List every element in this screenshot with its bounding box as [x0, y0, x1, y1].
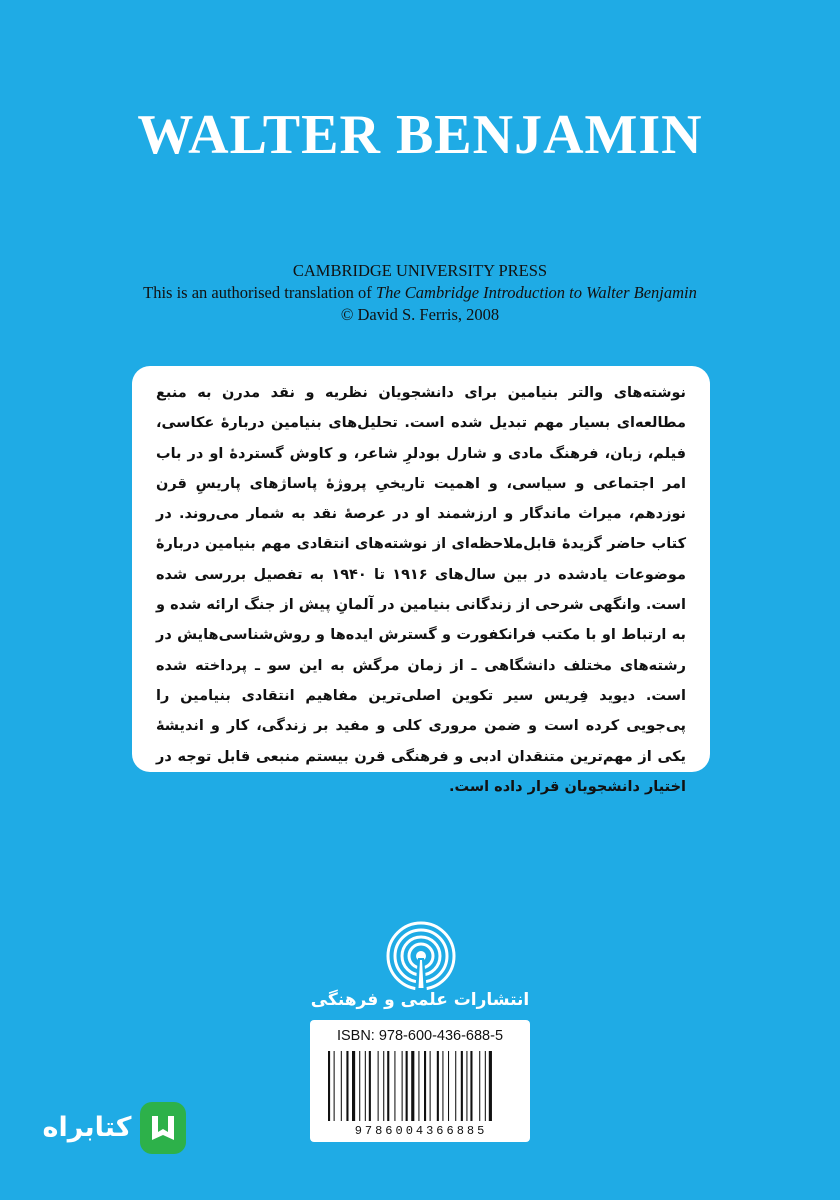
ketabrah-watermark [38, 1098, 188, 1158]
isbn-text: ISBN: 978-600-436-688-5 [336, 1028, 504, 1044]
ketabrah-text: کتابراه [42, 1112, 132, 1143]
book-title: WALTER BENJAMIN [137, 104, 703, 166]
blurb-box [132, 366, 710, 795]
publisher-logo-icon [385, 920, 457, 992]
translation-note [0, 282, 840, 304]
copyright-line: © David S. Ferris, 2008 [340, 305, 500, 324]
publisher-line: CAMBRIDGE UNIVERSITY PRESS [292, 261, 548, 280]
publisher-name: انتشارات علمی و فرهنگی [310, 990, 530, 1010]
original-title: The Cambridge Introduction to Walter Benjamin [375, 283, 697, 302]
barcode-digits: 9786004366885 [354, 1124, 488, 1138]
barcode-box [310, 1020, 530, 1142]
blurb-text: نوشته‌های والتر بنیامین برای دانشجویان نظریه و نقد مدرن به منبع مطالعه‌ای بسیار مهم تبدیل شده است. تحلیل‌های بنیامین دربارهٔ عکاسی، فیلم، زبان، فرهنگ مادی و شارل بودلرِ شاعر، و کاوش گستردهٔ او در باب امر اجتماعی و سیاسی، و اهمیت تاریخیِ پروژهٔ پاساژهای پاریسِ قرن نوزدهم، میراث ماندگار و ارزشمند او در عرصهٔ نقد به شمار می‌روند. در کتاب حاضر گزیدهٔ قابل‌ملاحظه‌ای از نوشته‌های انتقادی مهم بنیامین دربارهٔ موضوعات یادشده در بین سال‌های ۱۹۱۶ تا ۱۹۴۰ به تفصیل بررسی شده است. وانگهی شرحی از زندگانی بنیامین در آلمانِ پیش از جنگ ارائه شده و به ارتباط او با مکتب فرانکفورت و گسترش ایده‌ها و روش‌شناسی‌هایش در رشته‌های مختلف دانشگاهی ـ از زمان مرگش به این سو ـ پرداخته شده است. دیوید فِریس سیر تکوین اصلی‌ترین مفاهیم انتقادی بنیامین را پی‌جویی کرده است و ضمن مروری کلی و مفید بر زندگی، کار و اندیشهٔ یکی از مهم‌ترین متنقدان ادبی و فرهنگی قرن بیستم منبعی قابل توجه در اختیار دانشجویان قرار داده است. [156, 385, 686, 795]
translation-prefix: This is an authorised translation of [143, 283, 376, 302]
publication-credits [0, 260, 840, 326]
barcode-icon [328, 1051, 514, 1121]
ketabrah-book-icon [140, 1102, 186, 1154]
